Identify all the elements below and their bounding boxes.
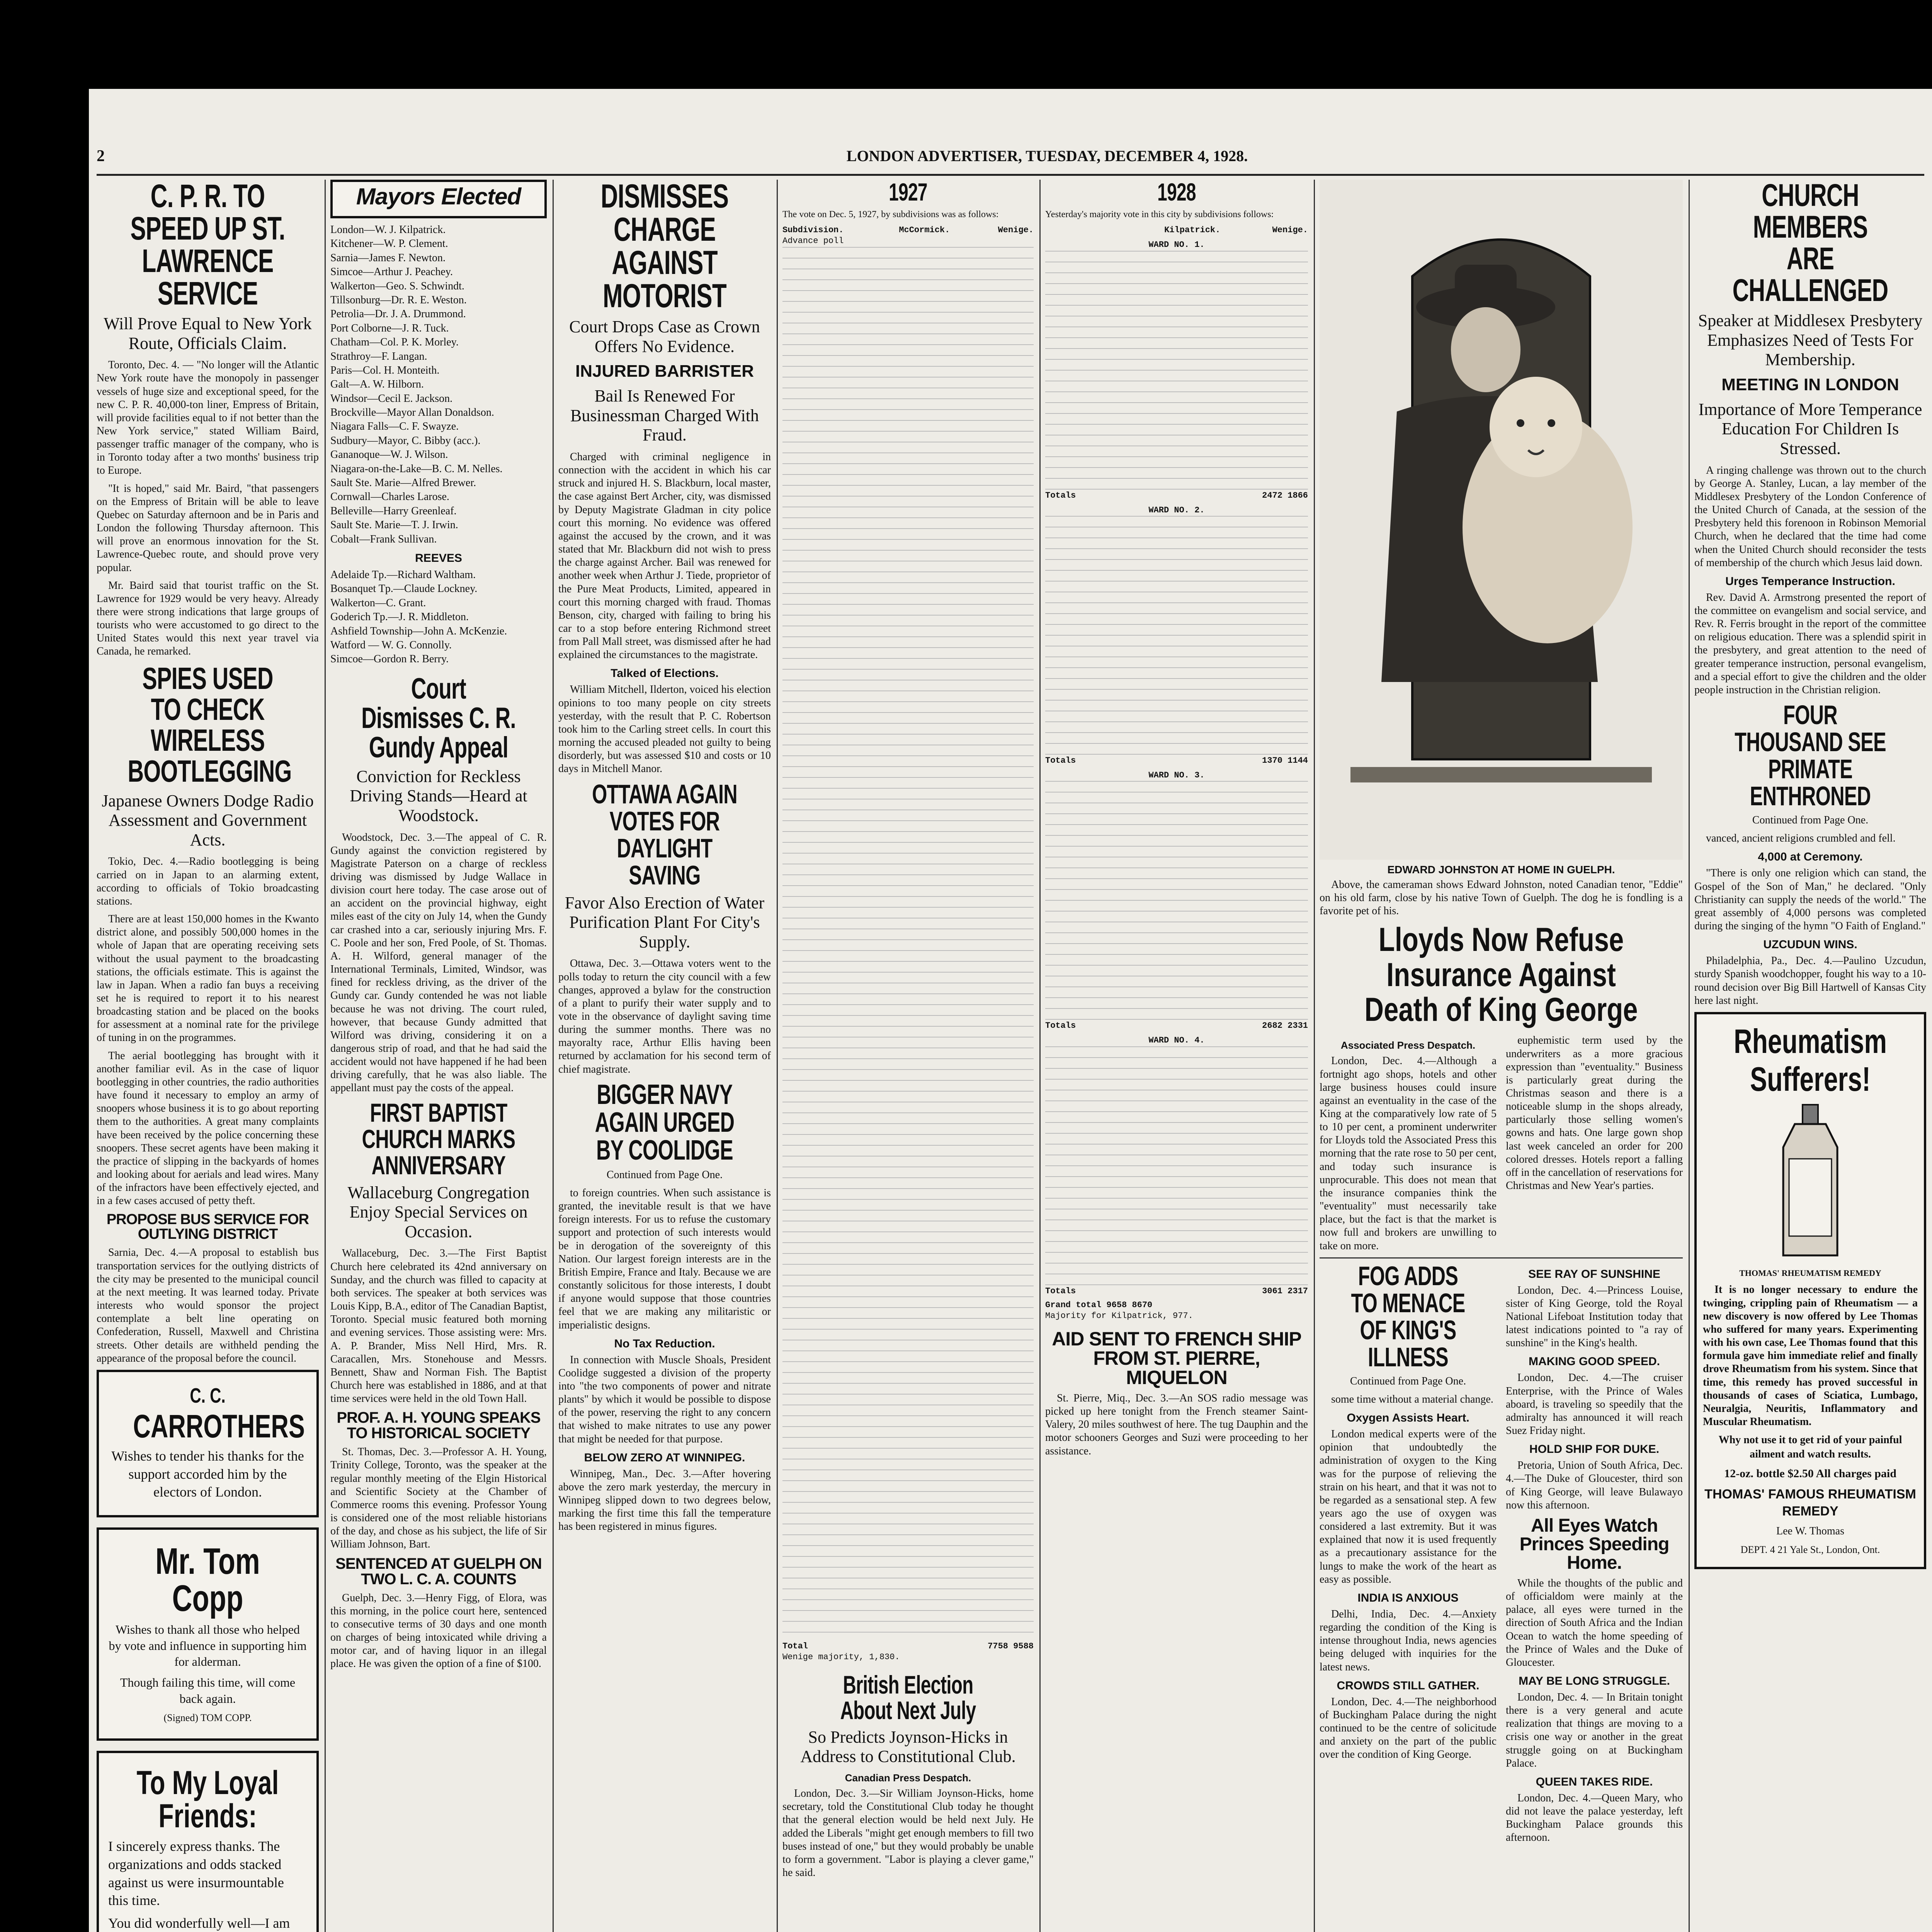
table-1927	[782, 225, 1034, 1663]
fog-body: London, Dec. 4. — In Britain tonight there is a very general and acute realization that things are moving to a crisis one way or another in the great struggle going on at Buckingham Palace.	[1506, 1691, 1683, 1769]
table-col-header: Kilpatrick.	[1164, 225, 1221, 235]
table-1927-intro: The vote on Dec. 5, 1927, by subdivisions was as follows:	[782, 209, 999, 219]
ward-total-values: 3061 2317	[1262, 1286, 1308, 1296]
copp-signature: (Signed) TOM COPP.	[163, 1712, 252, 1724]
table-grand-total	[1045, 1300, 1308, 1311]
navy-body: to foreign countries. When such assistance is granted, the inevitable result is that we have foreign interests. For us to refuse the customary support and protection of such interests would be in derogation of the sovereignty of this Nation. Our largest foreign interests are in the British Empire, France and Italy. Because we are constantly solicitous for those interests, I doubt if anyone would suppose that those countries feel that we are making any militaristic or imperialistic designs.	[558, 1187, 771, 1331]
ottawa-body: Ottawa, Dec. 3.—Ottawa voters went to the polls today to return the city council with a few changes, approved a bylaw for the construction of a plant to purify their water supply and to vote in the observance of daylight saving time during the summer months. There was no mayoralty race, Arthur Ellis having been returned by acclamation for his second term of chief magistrate.	[558, 957, 771, 1075]
ward-heading	[1045, 1035, 1308, 1046]
ward-label: WARD NO. 2.	[1148, 505, 1205, 515]
fog-subhead: HOLD SHIP FOR DUKE.	[1529, 1443, 1660, 1456]
church-headline: CHURCH MEMBERS ARE CHALLENGED	[1732, 180, 1888, 308]
spies-body: There are at least 150,000 homes in the Kwanto district alone, and possibly 500,000 homes in the whole of Japan that are operating receiving sets without the usual payment to the broadcasting stations, the officials estimate. This is against the law in Japan. When a radio fan buys a receiving set he is required to report it to his nearest broadcasting station and be placed on the books for assessment at a nominal rate for the privilege of tuning in on the programmes.	[97, 913, 319, 1044]
johnston-photo	[1320, 180, 1683, 860]
table-col-header: Wenige.	[998, 225, 1034, 235]
column-8	[1694, 180, 1926, 1932]
column-rule	[777, 180, 778, 1932]
uzcudun-subhead: UZCUDUN WINS.	[1763, 938, 1857, 951]
young-body: St. Thomas, Dec. 3.—Professor A. H. Young, Trinity College, Toronto, was the speaker at the regular monthly meeting of the Elgin Historical and Scientific Society at the Chamber of Commerce rooms this evening. Professor Young is considered one of the most reliable historians of the day, and chose as his subject, the life of Sir William Johnson, Bart.	[330, 1446, 547, 1551]
carrothers-name: CARROTHERS	[133, 1408, 305, 1444]
mayor-item: Port Colborne—J. R. Tuck.	[330, 322, 449, 334]
motorist-headline: DISMISSES CHARGE AGAINST MOTORIST	[600, 180, 729, 315]
bus-headline: PROPOSE BUS SERVICE FOR OUTLYING DISTRICT	[106, 1211, 309, 1243]
mayors-box	[330, 180, 547, 218]
column-1	[97, 180, 319, 1932]
fog-body: Pretoria, Union of South Africa, Dec. 4.—The Duke of Gloucester, third son of King George, will leave Bulawayo now this afternoon.	[1506, 1459, 1683, 1511]
ottawa-headline: OTTAWA AGAIN VOTES FOR DAYLIGHT SAVING	[592, 779, 737, 890]
guelph-headline: SENTENCED AT GUELPH ON TWO L. C. A. COUNTS	[335, 1555, 542, 1588]
fog-col	[1506, 1262, 1683, 1849]
navy-body: In connection with Muscle Shoals, President Coolidge suggested a division of the property into "the two components of power and nitrate plants" by which it would be possible to dispose of the power, reserving the right to any concern that wished to make nitrates to use any power that might be needed for that purpose.	[558, 1354, 771, 1445]
church-subhead: MEETING IN LONDON	[1721, 375, 1899, 394]
mayor-item: Brockville—Mayor Allan Donaldson.	[330, 406, 494, 419]
photo-caption: EDWARD JOHNSTON AT HOME IN GUELPH.	[1387, 864, 1615, 876]
gundy-headline: Court Dismisses C. R. Gundy Appeal	[361, 672, 516, 764]
lloyds-columns	[1320, 1034, 1683, 1257]
rheumatism-ad	[1694, 1012, 1926, 1570]
ward-rows	[1045, 1046, 1308, 1286]
table-1928-wards	[1045, 240, 1308, 1296]
table-col-header: Subdivision.	[782, 225, 844, 235]
mayor-item: Kitchener—W. P. Clement.	[330, 238, 448, 250]
mayor-item: Sudbury—Mayor, C. Bibby (acc.).	[330, 434, 481, 447]
ottawa-deck: Favor Also Erection of Water Purification Plant For City's Supply.	[565, 893, 765, 951]
motorist-body: William Mitchell, Ilderton, voiced his election opinions to too many people on city streets yesterday, with the result that P. C. Robertson took him to the Carling street cells. In court this morning the accused pleaded not guilty to being disorderly, but was assessed $10 and costs or 10 days in Mitchell Manor.	[558, 684, 771, 775]
rheum-body: It is no longer necessary to endure the twinging, crippling pain of Rheumatism — a new discovery is now offered by Lee Thomas who suffered for many years. Experimenting with his own case, Lee Thomas found that this formula gave him immediate relief and finally drove Rheumatism from his system. Since that time, this remedy has proved successful in thousands of cases of Sciatica, Lumbago, Neuralgia, Neuritis, Inflammatory and Muscular Rheumatism.	[1703, 1284, 1918, 1428]
table-1927-rows	[782, 247, 1034, 1638]
navy-continued: Continued from Page One.	[606, 1168, 723, 1181]
column-4	[782, 180, 1034, 1932]
spies-body: Tokio, Dec. 4.—Radio bootlegging is being carried on in Japan to an alarming extent, according to officials of Tokio broadcasting stations.	[97, 855, 319, 907]
election-headline: British Election About Next July	[840, 1670, 976, 1725]
motorist-deck: Bail Is Renewed For Businessman Charged With Fraud.	[570, 386, 759, 445]
baptist-headline: FIRST BAPTIST CHURCH MARKS ANNIVERSARY	[362, 1098, 515, 1180]
fog-subhead: Oxygen Assists Heart.	[1347, 1412, 1469, 1425]
spies-body: The aerial bootlegging has brought with it another familiar evil. As in the case of liquor bootlegging in other countries, the radio authorities have found it necessary to employ an army of snoopers whose business it is to go about reporting them to the authorities. A great many complaints have been received by the police concerning these snoopers. These secret agents have been making it the practice of slipping in the backyards of homes and looking about for aerials and lead wires. Many of the infractors have been effectively ejected, and in a few cases accused of petty theft.	[97, 1049, 319, 1207]
photo-frame	[1320, 180, 1683, 860]
primate-headline: FOUR THOUSAND SEE PRIMATE ENTHRONED	[1735, 700, 1886, 811]
rheum-call: Why not use it to get rid of your painful ailment and watch results.	[1718, 1434, 1902, 1460]
table-col-header: Wenige.	[1272, 225, 1308, 235]
motorist-body: Charged with criminal negligence in connection with the accident in which his car struck and injured H. S. Blackburn, local master, the case against Bert Archer, city, was dismissed by Deputy Magistrate Gladman in city police court this morning. No evidence was offered against the accused by the crown, and it was stated that Mr. Blackburn did not wish to press the charge against Archer. Bail was renewed for another week when Arthur J. Tiede, proprietor of the Pure Meat Products, Limited, appeared in court this morning charged with fraud. Thomas Benson, city, charged with failing to bring his car to a stop before entering Richmond street from Pall Mall street, was dismissed after he had explained the circumstances to the magistrate.	[558, 451, 771, 661]
fog-body: Delhi, India, Dec. 4.—Anxiety regarding the condition of the King is intense throughout India, news agencies being deluged with inquiries for the latest news.	[1320, 1608, 1497, 1673]
fog-subhead: MAKING GOOD SPEED.	[1528, 1355, 1660, 1368]
table-1928	[1045, 225, 1308, 1321]
carrothers-initials: C. C.	[190, 1384, 226, 1407]
ward-total-row	[1045, 1020, 1308, 1031]
column-rule	[553, 180, 554, 1932]
fog-col	[1320, 1262, 1497, 1849]
table-total-row	[782, 1641, 1034, 1652]
table-total-values: 7758 9588	[988, 1641, 1034, 1651]
column-rule	[1314, 180, 1315, 1932]
mayor-item: Windsor—Cecil E. Jackson.	[330, 392, 453, 405]
ward-total-values: 1370 1144	[1262, 755, 1308, 765]
motorist-subhead: Talked of Elections.	[611, 667, 719, 680]
column-3	[558, 180, 771, 1932]
ward-label: WARD NO. 4.	[1148, 1036, 1205, 1046]
aid-body: St. Pierre, Miq., Dec. 3.—An SOS radio message was picked up here tonight from the French steamer Saint-Valery, 20 miles southwest of here. The tug Dauphin and the motor schooners Georges and Suzi were proceeding to her assistance.	[1045, 1392, 1308, 1457]
fog-subhead: SEE RAY OF SUNSHINE	[1528, 1267, 1660, 1281]
table-cell: Advance poll	[782, 236, 844, 246]
mayor-item: Niagara-on-the-Lake—B. C. M. Nelles.	[330, 463, 503, 475]
fog-columns	[1320, 1257, 1683, 1849]
mayor-item: Cobalt—Frank Sullivan.	[330, 533, 437, 545]
copp-ad	[97, 1527, 319, 1741]
ward-total-values: 2472 1866	[1262, 490, 1308, 500]
column-2	[330, 180, 547, 1932]
table-col-header: McCormick.	[899, 225, 950, 235]
rheum-price: 12-oz. bottle $2.50 All charges paid	[1724, 1467, 1896, 1480]
motorist-deck: Court Drops Case as Crown Offers No Evidence.	[569, 317, 760, 356]
column-rule	[325, 180, 326, 1932]
gundy-deck: Conviction for Reckless Driving Stands—Heard at Woodstock.	[350, 767, 527, 825]
rheum-maker: Lee W. Thomas	[1776, 1525, 1844, 1537]
mayor-item: Galt—A. W. Hilborn.	[330, 378, 424, 391]
wenige-text: You did wonderfully well—I am	[108, 1915, 290, 1931]
mayor-item: Gananoque—W. J. Wilson.	[330, 449, 448, 461]
wenige-ad	[97, 1751, 319, 1932]
church-subhead: Urges Temperance Instruction.	[1725, 575, 1895, 588]
church-body: A ringing challenge was thrown out to the church by George A. Stanley, Lucan, a lay member of the Middlesex Presbytery of the London Conference of the United Church of Canada, at the session of the Presbytery held this forenoon in Robinson Memorial Church, when he declared that the time had come when the United Church should reconsider the tests of membership of the church which Jesus laid down.	[1694, 464, 1926, 569]
ward-heading	[1045, 240, 1308, 250]
table-majority-row	[782, 1652, 1034, 1663]
lloyds-body: euphemistic term used by the underwriters as a more gracious expression than "eventuality." Business is particularly great during the Christmas season and there is a noticeable slump in the shops already, particularly those selling women's gowns and hats. One large gown shop last week canceled an order for 200 colored dresses. Hotels report a falling off in the cancellation of reservations for Christmas and New Year's parties.	[1506, 1034, 1683, 1192]
winnipeg-subhead: BELOW ZERO AT WINNIPEG.	[584, 1451, 745, 1464]
mayor-item: Sault Ste. Marie—T. J. Irwin.	[330, 519, 458, 531]
cpr-deck: Will Prove Equal to New York Route, Officials Claim.	[104, 314, 312, 353]
reeves-heading: REEVES	[415, 551, 462, 565]
reeve-item: Watford — W. G. Connolly.	[330, 639, 452, 651]
mayor-item: Sarnia—James F. Newton.	[330, 252, 446, 264]
bus-body: Sarnia, Dec. 4.—A proposal to establish bus transportation services for the outlying districts of the city may be presented to the municipal council at the next meeting. It was learned today. Private interests who would sponsor the project contemplate a belt line operating on Confederation, Russell, Maxwell and Christina streets. Other details are withheld pending the appearance of the proposal before the council.	[97, 1247, 319, 1364]
mayor-item: Niagara Falls—C. F. Swayze.	[330, 420, 459, 433]
eyes-headline: All Eyes Watch Princes Speeding Home.	[1519, 1515, 1669, 1573]
ward-rows	[1045, 516, 1308, 755]
ward-rows	[1045, 781, 1308, 1020]
ward-total-label: Totals	[1045, 1286, 1076, 1296]
ward-label: WARD NO. 1.	[1148, 240, 1205, 250]
aid-headline: AID SENT TO FRENCH SHIP FROM ST. PIERRE, MIQUELON	[1052, 1328, 1301, 1388]
column-5	[1045, 180, 1308, 1932]
ward-total-label: Totals	[1045, 490, 1076, 500]
baptist-deck: Wallaceburg Congregation Enjoy Special Services on Occasion.	[347, 1183, 530, 1241]
reeve-item: Walkerton—C. Grant.	[330, 597, 426, 609]
fog-body: some time without a material change.	[1331, 1393, 1493, 1405]
church-deck: Importance of More Temperance Education For Children Is Stressed.	[1698, 400, 1922, 458]
cpr-body: Toronto, Dec. 4. — "No longer will the Atlantic New York route have the monopoly in passenger vessels of huge size and exceptional speed, for the new C. P. R. 40,000-ton liner, Empress of Britain, will provide facilities equal to if not better than the New York service," stated William Baird, passenger traffic manager of the company, who is in Toronto today after a two months' business trip to Europe.	[97, 359, 319, 477]
ward-label: WARD NO. 3.	[1148, 770, 1205, 781]
table-row	[782, 236, 1034, 247]
table-majority: Wenige majority, 1,830.	[782, 1652, 900, 1662]
reeve-item: Ashfield Township—John A. McKenzie.	[330, 625, 507, 637]
fog-subhead: INDIA IS ANXIOUS	[1357, 1591, 1459, 1604]
mayors-list	[330, 223, 547, 546]
mayors-headline: Mayors Elected	[356, 184, 521, 209]
table-1928-intro: Yesterday's majority vote in this city by subdivisions follows:	[1045, 209, 1274, 219]
fog-body: London medical experts were of the opinion that undoubtedly the administration of oxygen to the King was for the purpose of relieving the strain on his heart, and that it was not to be regarded as a sensational step. A few years ago the use of oxygen was considered a last extremity. But it was explained that now it is used frequently as a precautionary assistance for the lungs to make the work of the heart as easy as possible.	[1320, 1428, 1497, 1585]
copp-text: Wishes to thank all those who helped by vote and influence in supporting him for alderman.	[109, 1622, 307, 1669]
mayor-item: Walkerton—Geo. S. Schwindt.	[330, 280, 464, 292]
rheum-dept: DEPT. 4 21 Yale St., London, Ont.	[1740, 1544, 1880, 1555]
table-grand-total-value: Grand total 9658 8670	[1045, 1300, 1153, 1310]
ward-total-row	[1045, 490, 1308, 501]
copp-text: Though failing this time, will come back again.	[120, 1675, 296, 1706]
bottle-wrap	[1703, 1101, 1918, 1263]
table-header	[1045, 225, 1308, 236]
newspaper-page	[89, 89, 1932, 1932]
carrothers-text: Wishes to tender his thanks for the support accorded him by the electors of London.	[111, 1448, 304, 1500]
mayor-item: Petrolia—Dr. J. A. Drummond.	[330, 308, 466, 320]
election-deck: So Predicts Joynson-Hicks in Address to Constitutional Club.	[800, 1727, 1016, 1766]
wenige-text: I sincerely express thanks. The organizations and odds stacked against us were insurmountable this time.	[108, 1838, 284, 1908]
fog-subhead: CROWDS STILL GATHER.	[1337, 1679, 1480, 1692]
page-number: 2	[97, 147, 105, 165]
reeve-item: Bosanquet Tp.—Claude Lockney.	[330, 583, 478, 595]
fog-body: London, Dec. 4.—Queen Mary, who did not leave the palace yesterday, left Buckingham Palace grounds this afternoon.	[1506, 1792, 1683, 1844]
copp-name: Mr. Tom Copp	[155, 1541, 260, 1619]
fog-body: London, Dec. 4.—The cruiser Enterprise, with the Prince of Wales aboard, is traveling so speedily that the admiralty has announced it will reach Suez Friday night.	[1506, 1372, 1683, 1437]
mayor-item: Paris—Col. H. Monteith.	[330, 364, 440, 376]
fog-body: London, Dec. 4.—Princess Louise, sister of King George, told the Royal National Lifeboat Institution today that latest indications pointed to "a ray of sunshine" in the King's health.	[1506, 1284, 1683, 1349]
carrothers-ad	[97, 1370, 319, 1517]
header-rule	[97, 174, 1924, 176]
election-dateline: Canadian Press Despatch.	[845, 1772, 971, 1784]
motorist-subhead: INJURED BARRISTER	[575, 362, 754, 381]
primate-body: vanced, ancient religions crumbled and fell.	[1706, 832, 1896, 845]
primate-body: "There is only one religion which can stand, the Gospel of the Son of Man," he declared. "Only Christianity can supply the needs of the world." The great assembly of 4,000 persons was completed during the singing of the hymn "O Faith of England."	[1694, 867, 1926, 932]
fog-subhead: QUEEN TAKES RIDE.	[1536, 1775, 1653, 1788]
table-total-label: Total	[782, 1641, 808, 1651]
reeves-list	[330, 568, 547, 667]
reeve-item: Simcoe—Gordon R. Berry.	[330, 653, 449, 665]
guelph-body: Guelph, Dec. 3.—Henry Figg, of Elora, was this morning, in the police court here, sentenced to consecutive terms of 30 days and one month on charges of being intoxicated while driving a motor car, and of having liquor in an illegal place. He was given the option of a fine of $100.	[330, 1592, 547, 1670]
baptist-body: Wallaceburg, Dec. 3.—The First Baptist Church here celebrated its 42nd anniversary on Sunday, and the church was filled to capacity at both services. The speaker at both services was Louis Kipp, B.A., editor of The Canadian Baptist, Toronto. Special music featured both morning and evening services. Those assisting were: Mrs. A. P. Brander, Miss Nell Hird, Mrs. R. Caracallen, Mrs. Stonehouse and Messrs. Bennett, Shaw and Norman Fish. The Baptist Church here was established in 1886, and at that time services were held in the old Town Hall.	[330, 1247, 547, 1405]
young-headline: PROF. A. H. YOUNG SPEAKS TO HISTORICAL SOCIETY	[337, 1409, 541, 1442]
election-body: London, Dec. 3.—Sir William Joynson-Hicks, home secretary, told the Constitutional Club today he thought that the general election would be held next July. He added the Liberals "might get enough members to fill two buses instead of one," but they would probably be unable to form a government. "Labor is playing a clever game," he said.	[782, 1787, 1034, 1879]
cpr-body: Mr. Baird said that tourist traffic on the St. Lawrence for 1929 would be very heavy. Already there were strong indications that large groups of tourists who were accustomed to go direct to the United States would this next year travel via Canada, he remarked.	[97, 579, 319, 658]
table-majority-row	[1045, 1311, 1308, 1321]
spies-deck: Japanese Owners Dodge Radio Assessment and Government Acts.	[102, 791, 314, 849]
ward-total-label: Totals	[1045, 755, 1076, 765]
column-rule	[1039, 180, 1041, 1932]
ward-total-label: Totals	[1045, 1021, 1076, 1031]
fog-body: London, Dec. 4.—The neighborhood of Buckingham Palace during the night continued to be the centre of solicitude and anxiety on the part of the public over the condition of King George.	[1320, 1696, 1497, 1761]
reeve-item: Adelaide Tp.—Richard Waltham.	[330, 568, 476, 581]
table-1927-year: 1927	[889, 180, 927, 206]
column-rule	[1689, 180, 1690, 1932]
lloyds-col	[1320, 1034, 1497, 1257]
winnipeg-body: Winnipeg, Man., Dec. 3.—After hovering above the zero mark yesterday, the mercury in Winnipeg slipped down to two degrees below, marking the first time this fall the temperature has been registered in minus figures.	[558, 1468, 771, 1533]
mayor-item: Strathroy—F. Langan.	[330, 350, 427, 362]
mayor-item: London—W. J. Kilpatrick.	[330, 224, 446, 236]
mayor-item: Simcoe—Arthur J. Peachey.	[330, 266, 453, 278]
mayor-item: Belleville—Harry Greenleaf.	[330, 505, 457, 517]
gundy-body: Woodstock, Dec. 3.—The appeal of C. R. Gundy against the conviction registered by Magistrate Paterson on a charge of reckless driving was dismissed by Judge Wallace in division court here today. The case arose out of an accident on the provincial highway, eight miles east of the city on July 14, when the Gundy car crashed into a car, seriously injuring Mrs. F. C. Poole and her son, Fred Poole, of St. Thomas. A. H. Wilford, general manager of the International Terminals, Limited, Windsor, was fined for reckless driving, as the driver of the Gundy car. Gundy contended he was not liable because he was not driving. The court ruled, however, that because Gundy admitted that Wilford was driving, considering it on a dangerous strip of road, and that he had said the accident would not have happened if he had been driving carefully, that he was also liable. The appellant must pay the costs of the appeal.	[330, 831, 547, 1094]
rheum-brand: THOMAS' FAMOUS RHEUMATISM REMEDY	[1704, 1486, 1916, 1519]
fog-headline: FOG ADDS TO MENACE OF KING'S ILLNESS	[1351, 1260, 1465, 1372]
mayor-item: Chatham—Col. P. K. Morley.	[330, 336, 459, 349]
ward-total-row	[1045, 1286, 1308, 1297]
lloyds-dateline: Associated Press Despatch.	[1340, 1039, 1476, 1051]
cpr-headline: C. P. R. TO SPEED UP ST. LAWRENCE SERVICE	[130, 180, 285, 311]
fog-body: While the thoughts of the public and of officialdom were mainly at the palace, all eyes were turned in the direction of South Africa and the Indian Ocean to watch the home speeding of the Prince of Wales and the Duke of Gloucester.	[1506, 1577, 1683, 1668]
mayor-item: Sault Ste. Marie—Alfred Brewer.	[330, 477, 476, 489]
bottle-label: THOMAS' RHEUMATISM REMEDY	[1739, 1268, 1881, 1278]
table-header	[782, 225, 1034, 236]
masthead-banner: LONDON ADVERTISER, TUESDAY, DECEMBER 4, 1928.	[846, 147, 1248, 165]
ward-rows	[1045, 251, 1308, 490]
column-6	[1320, 180, 1683, 1932]
rheum-headline: Sufferers!	[1750, 1060, 1871, 1098]
primate-continued: Continued from Page One.	[1752, 814, 1869, 827]
lloyds-headline: Lloyds Now Refuse Insurance Against Death of King George	[1364, 921, 1638, 1029]
church-body: Rev. David A. Armstrong presented the report of the committee on evangelism and social service, and Rev. R. Ferris brought in the report of the committee on religious education. There was a splendid spirit in the presbytery, and great attention to the need of greater temperance instruction, personal evangelism, and a special effort to give the children and the older people instruction in the Christian religion.	[1694, 591, 1926, 696]
wenige-title: To My Loyal Friends:	[136, 1764, 279, 1835]
lloyds-body: London, Dec. 4.—Although a fortnight ago shops, hotels and other large business houses could insure against an eventuality in the case of the King at the comparatively low rate of 5 to 10 per cent, a prominent underwriter for Lloyds told the Associated Press this morning that the rate rose to 50 per cent, and today such insurance is unprocurable. This does not mean that the insurance companies think the "eventuality" must necessarily take place, but the fact is that the market is now full and brokers are unwilling to take on more.	[1320, 1055, 1497, 1252]
ward-heading	[1045, 770, 1308, 781]
photo-text: Above, the cameraman shows Edward Johnston, noted Canadian tenor, "Eddie" on his old farm, close by his native Town of Guelph. The dog he is fondling is a favorite pet of his.	[1320, 879, 1683, 917]
navy-subhead: No Tax Reduction.	[614, 1337, 715, 1350]
church-deck: Speaker at Middlesex Presbytery Emphasizes Need of Tests For Membership.	[1698, 311, 1923, 369]
fog-continued: Continued from Page One.	[1350, 1375, 1466, 1387]
spies-headline: SPIES USED TO CHECK WIRELESS BOOTLEGGING	[128, 661, 292, 788]
rheum-headline: Rheumatism	[1733, 1022, 1887, 1060]
ward-total-values: 2682 2331	[1262, 1021, 1308, 1031]
mayor-item: Tillsonburg—Dr. R. E. Weston.	[330, 294, 467, 306]
primate-subhead: 4,000 at Ceremony.	[1758, 850, 1863, 864]
ward-total-row	[1045, 755, 1308, 766]
navy-headline: BIGGER NAVY AGAIN URGED BY COOLIDGE	[595, 1079, 735, 1166]
table-majority: Majority for Kilpatrick, 977.	[1045, 1311, 1193, 1321]
ward-heading	[1045, 505, 1308, 516]
reeve-item: Goderich Tp.—J. R. Middleton.	[330, 611, 469, 623]
uzcudun-body: Philadelphia, Pa., Dec. 4.—Paulino Uzcudun, sturdy Spanish woodchopper, fought his way to a 10-round decision over Big Bill Hartwell of Kansas City here last night.	[1694, 955, 1926, 1007]
table-1928-year: 1928	[1157, 180, 1196, 206]
fog-subhead: MAY BE LONG STRUGGLE.	[1519, 1674, 1670, 1687]
cpr-body: "It is hoped," said Mr. Baird, "that passengers on the Empress of Britain will be able to leave Quebec on Saturday afternoon and be in Paris and London the following Thursday afternoon. This will prove an enormous innovation for the St. Lawrence-Quebec route, and should prove very popular.	[97, 482, 319, 574]
mayor-item: Cornwall—Charles Larose.	[330, 491, 449, 503]
lloyds-col	[1506, 1034, 1683, 1257]
medicine-bottle-icon	[1772, 1101, 1849, 1263]
